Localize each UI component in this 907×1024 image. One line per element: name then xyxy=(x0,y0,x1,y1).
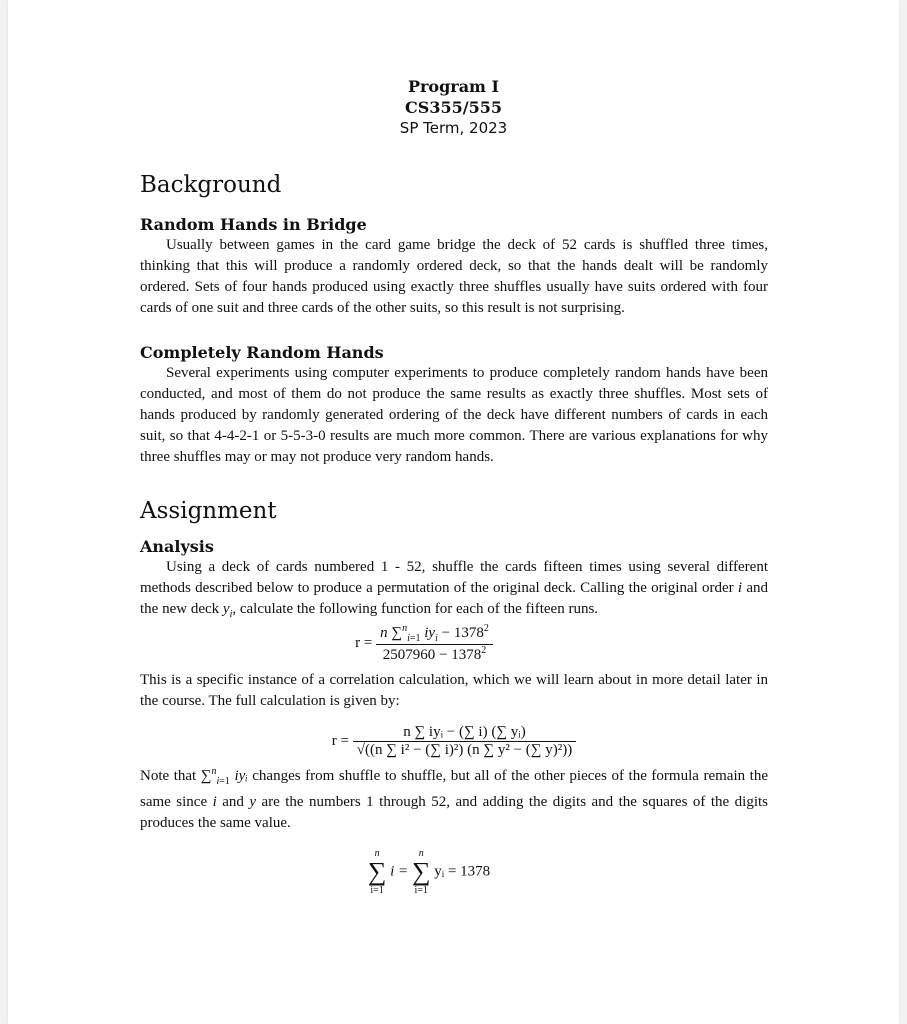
random-hands-subheading: Random Hands in Bridge xyxy=(140,215,367,234)
correlation-paragraph: This is a specific instance of a correlation calculation, which we will learn about in more detail later in the course. The full calculation is given by: xyxy=(140,672,768,709)
analysis-subheading: Analysis xyxy=(140,537,214,556)
course-code: CS355/555 xyxy=(405,98,502,117)
document-body xyxy=(140,168,768,896)
document-header xyxy=(0,76,907,139)
assignment-heading: Assignment xyxy=(140,498,277,524)
note-paragraph: Note that ∑$^n_{i=1}$ iyᵢ changes from shuffle to shuffle, but all of the other pieces of the formula remain the same since i and y are the numbers 1 through 52, and adding the digits and the squares of the digits produces the same value. xyxy=(140,766,769,831)
background-heading: Background xyxy=(140,172,282,198)
equation-full-correlation: r = $\frac{\text{n ∑ iyᵢ − (∑ i) (∑ yᵢ)}}{\text{√((n ∑ i² − (∑ i)²) (n ∑ y² − (∑ y)²))}}$ xyxy=(140,724,768,759)
term-label: SP Term, 2023 xyxy=(399,119,508,137)
random-hands-paragraph: Usually between games in the card game bridge the deck of 52 cards is shuffled three times, thinking that this will produce a randomly ordered deck, so that the hands dealt will be randomly ordered. Sets of four hands produced using exactly three shuffles usually have suits ordered with four cards of one suit and three cards of the other suits, so this result is not surprising. xyxy=(140,237,768,316)
program-title: Program I xyxy=(407,77,500,96)
completely-random-paragraph: Several experiments using computer experiments to produce completely random hands have been conducted, and most of them do not produce the same results as exactly three shuffles. Most sets of hands produced by randomly generated ordering of the deck have different numbers of cards in each suit, so that 4-4-2-1 or 5-5-3-0 results are much more common. There are various explanations for why three shuffles may or may not produce very random hands. xyxy=(140,365,768,465)
equation-simplified-r: r = $\frac{n \sum^n_{i=1} iy_i - 1378^2}{2507960 - 1378^2}$ xyxy=(80,623,768,664)
completely-random-subheading: Completely Random Hands xyxy=(140,343,384,362)
analysis-paragraph: Using a deck of cards numbered 1 - 52, shuffle the cards fifteen times using several different methods described below to produce a permutation of the original deck. Calling the original order i and the new deck $y_i$, calculate the following function for each of the fifteen runs. xyxy=(140,559,768,620)
equation-sum-identity: n ∑ i=1 i = n ∑ i=1 yᵢ = 1378 xyxy=(367,848,491,896)
